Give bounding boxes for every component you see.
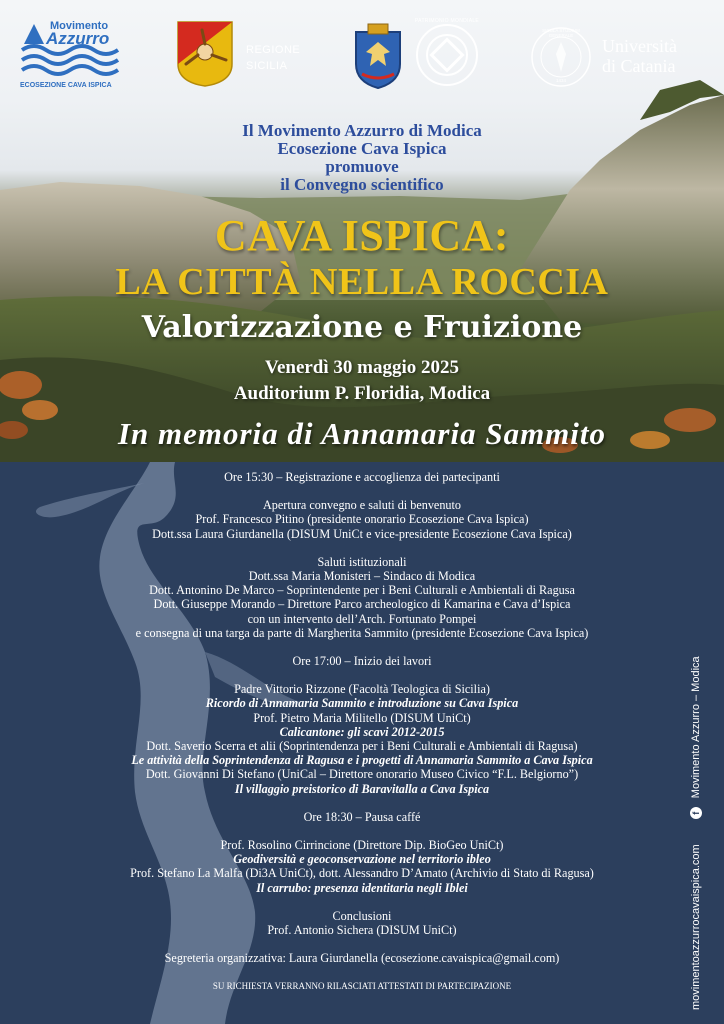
intro-block: [0, 122, 724, 194]
talk-title: Le attività della Soprintendenza di Ragusa e i progetti di Annamaria Sammito a Cava Ispica: [131, 753, 593, 768]
program-line: Prof. Pietro Maria Militello (DISUM UniCt): [253, 710, 471, 725]
program-line: Dott. Saverio Scerra et alii (Soprintendenza per i Beni Culturali e Ambientali di Ragusa): [146, 739, 578, 754]
university-seal-year: 1434: [555, 78, 566, 83]
intro-line1: Il Movimento Azzurro di Modica: [242, 121, 482, 140]
heritage-ring-text: PATRIMONIO MONDIALE: [414, 18, 480, 24]
program-line: con un intervento dell’Arch. Fortunato Pompei: [247, 611, 477, 626]
program-line: Padre Vittorio Rizzone (Facoltà Teologica di Sicilia): [234, 682, 490, 697]
talk-title: Ricordo di Annamaria Sammito e introduzione su Cava Ispica: [205, 696, 519, 711]
talk-title: Il carrubo: presenza identitaria negli Iblei: [256, 880, 468, 895]
program-line: Dott. Antonino De Marco – Soprintendente per i Beni Culturali e Ambientali di Ragusa: [149, 583, 575, 598]
event-venue: Auditorium P. Floridia, Modica: [233, 383, 491, 404]
program-line: Prof. Francesco Pitino (presidente onorario Ecosezione Cava Ispica): [195, 512, 529, 527]
coat-of-arms-logo: [348, 22, 408, 90]
program-line: Ore 18:30 – Pausa caffé: [303, 809, 421, 824]
certificate-note: SU RICHIESTA VERRANNO RILASCIATI ATTESTATI DI PARTECIPAZIONE: [212, 981, 512, 992]
subtitle: Valorizzazione e Fruizione: [141, 310, 583, 345]
movimento-caption: ECOSEZIONE CAVA ISPICA: [20, 82, 112, 89]
program-line: Ore 17:00 – Inizio dei lavori: [292, 654, 432, 669]
program-line: Prof. Stefano La Malfa (Di3A UniCt), dott. Alessandro D’Amato (Archivio di Stato di Ragusa): [130, 866, 594, 881]
universita-line1: Università: [602, 36, 677, 56]
program-list: [0, 470, 724, 994]
program-line: Saluti istituzionali: [317, 554, 407, 569]
regione-sicilia-logo: [176, 20, 316, 92]
program-line: Ore 15:30 – Registrazione e accoglienza dei partecipanti: [224, 470, 500, 484]
program-line: Prof. Antonio Sichera (DISUM UniCt): [267, 923, 457, 938]
program-line: e consegna di una targa da parte di Margherita Sammito (presidente Ecosezione Cava Ispica): [135, 625, 589, 640]
intro-line2: Ecosezione Cava Ispica: [277, 139, 447, 158]
universita-catania-logo: [530, 26, 710, 90]
secretariat-line: Segreteria organizzativa: Laura Giurdanella (ecosezione.cavaispica@gmail.com): [164, 951, 560, 966]
title-line2: LA CITTÀ NELLA ROCCIA: [115, 261, 609, 303]
program-line: Conclusioni: [332, 908, 392, 923]
eagle-crest-icon: [348, 22, 408, 90]
program-line: Dott. Giovanni Di Stefano (UniCal – Direttore onorario Museo Civico “F.L. Belgiorno”): [145, 767, 579, 782]
logo-bar: [0, 18, 724, 98]
intro-line3: promuove: [325, 157, 399, 176]
regione-line1: REGIONE: [246, 44, 301, 56]
program-line: Dott. Giuseppe Morando – Direttore Parco archeologico di Kamarina e Cava d’Ispica: [153, 597, 571, 612]
heritage-emblem-icon: [414, 22, 480, 88]
intro-line4: il Convegno scientifico: [280, 175, 444, 194]
event-date: Venerdì 30 maggio 2025: [264, 357, 460, 378]
talk-title: Geodiversità e geoconservazione nel territorio ibleo: [233, 852, 491, 867]
social-handle[interactable]: Movimento Azzurro – Modica: [690, 656, 702, 799]
universita-line2: di Catania: [602, 56, 676, 76]
talk-title: Il villaggio preistorico di Baravitalla a Cava Ispica: [234, 781, 490, 796]
university-seal-text: SICULA STUDIUM GENERALE: [542, 28, 580, 38]
program-line: Prof. Rosolino Cirrincione (Direttore Dip. BioGeo UniCt): [220, 838, 504, 853]
facebook-icon: f: [690, 807, 702, 819]
movimento-azzurro-logo: [18, 20, 130, 92]
movimento-line1: Movimento: [50, 20, 109, 32]
website-link[interactable]: movimentoazzurrocavaispica.com: [690, 844, 702, 1010]
memorial-line: In memoria di Annamaria Sammito: [117, 416, 607, 451]
program-line: Dott.ssa Laura Giurdanella (DISUM UniCt e vice-presidente Ecosezione Cava Ispica): [152, 526, 572, 541]
movimento-line2: Azzurro: [46, 29, 110, 48]
side-contacts: [690, 656, 710, 1010]
trinacria-shield-icon: [176, 20, 234, 88]
title-line1: CAVA ISPICA:: [214, 211, 510, 260]
date-venue: [0, 355, 724, 407]
program-line: Apertura convegno e saluti di benvenuto: [263, 498, 461, 513]
regione-line2: SICILIA: [246, 60, 288, 72]
world-heritage-logo: [414, 18, 480, 90]
talk-title: Calicantone: gli scavi 2012-2015: [279, 724, 445, 739]
program-line: Dott.ssa Maria Monisteri – Sindaco di Modica: [248, 569, 476, 584]
